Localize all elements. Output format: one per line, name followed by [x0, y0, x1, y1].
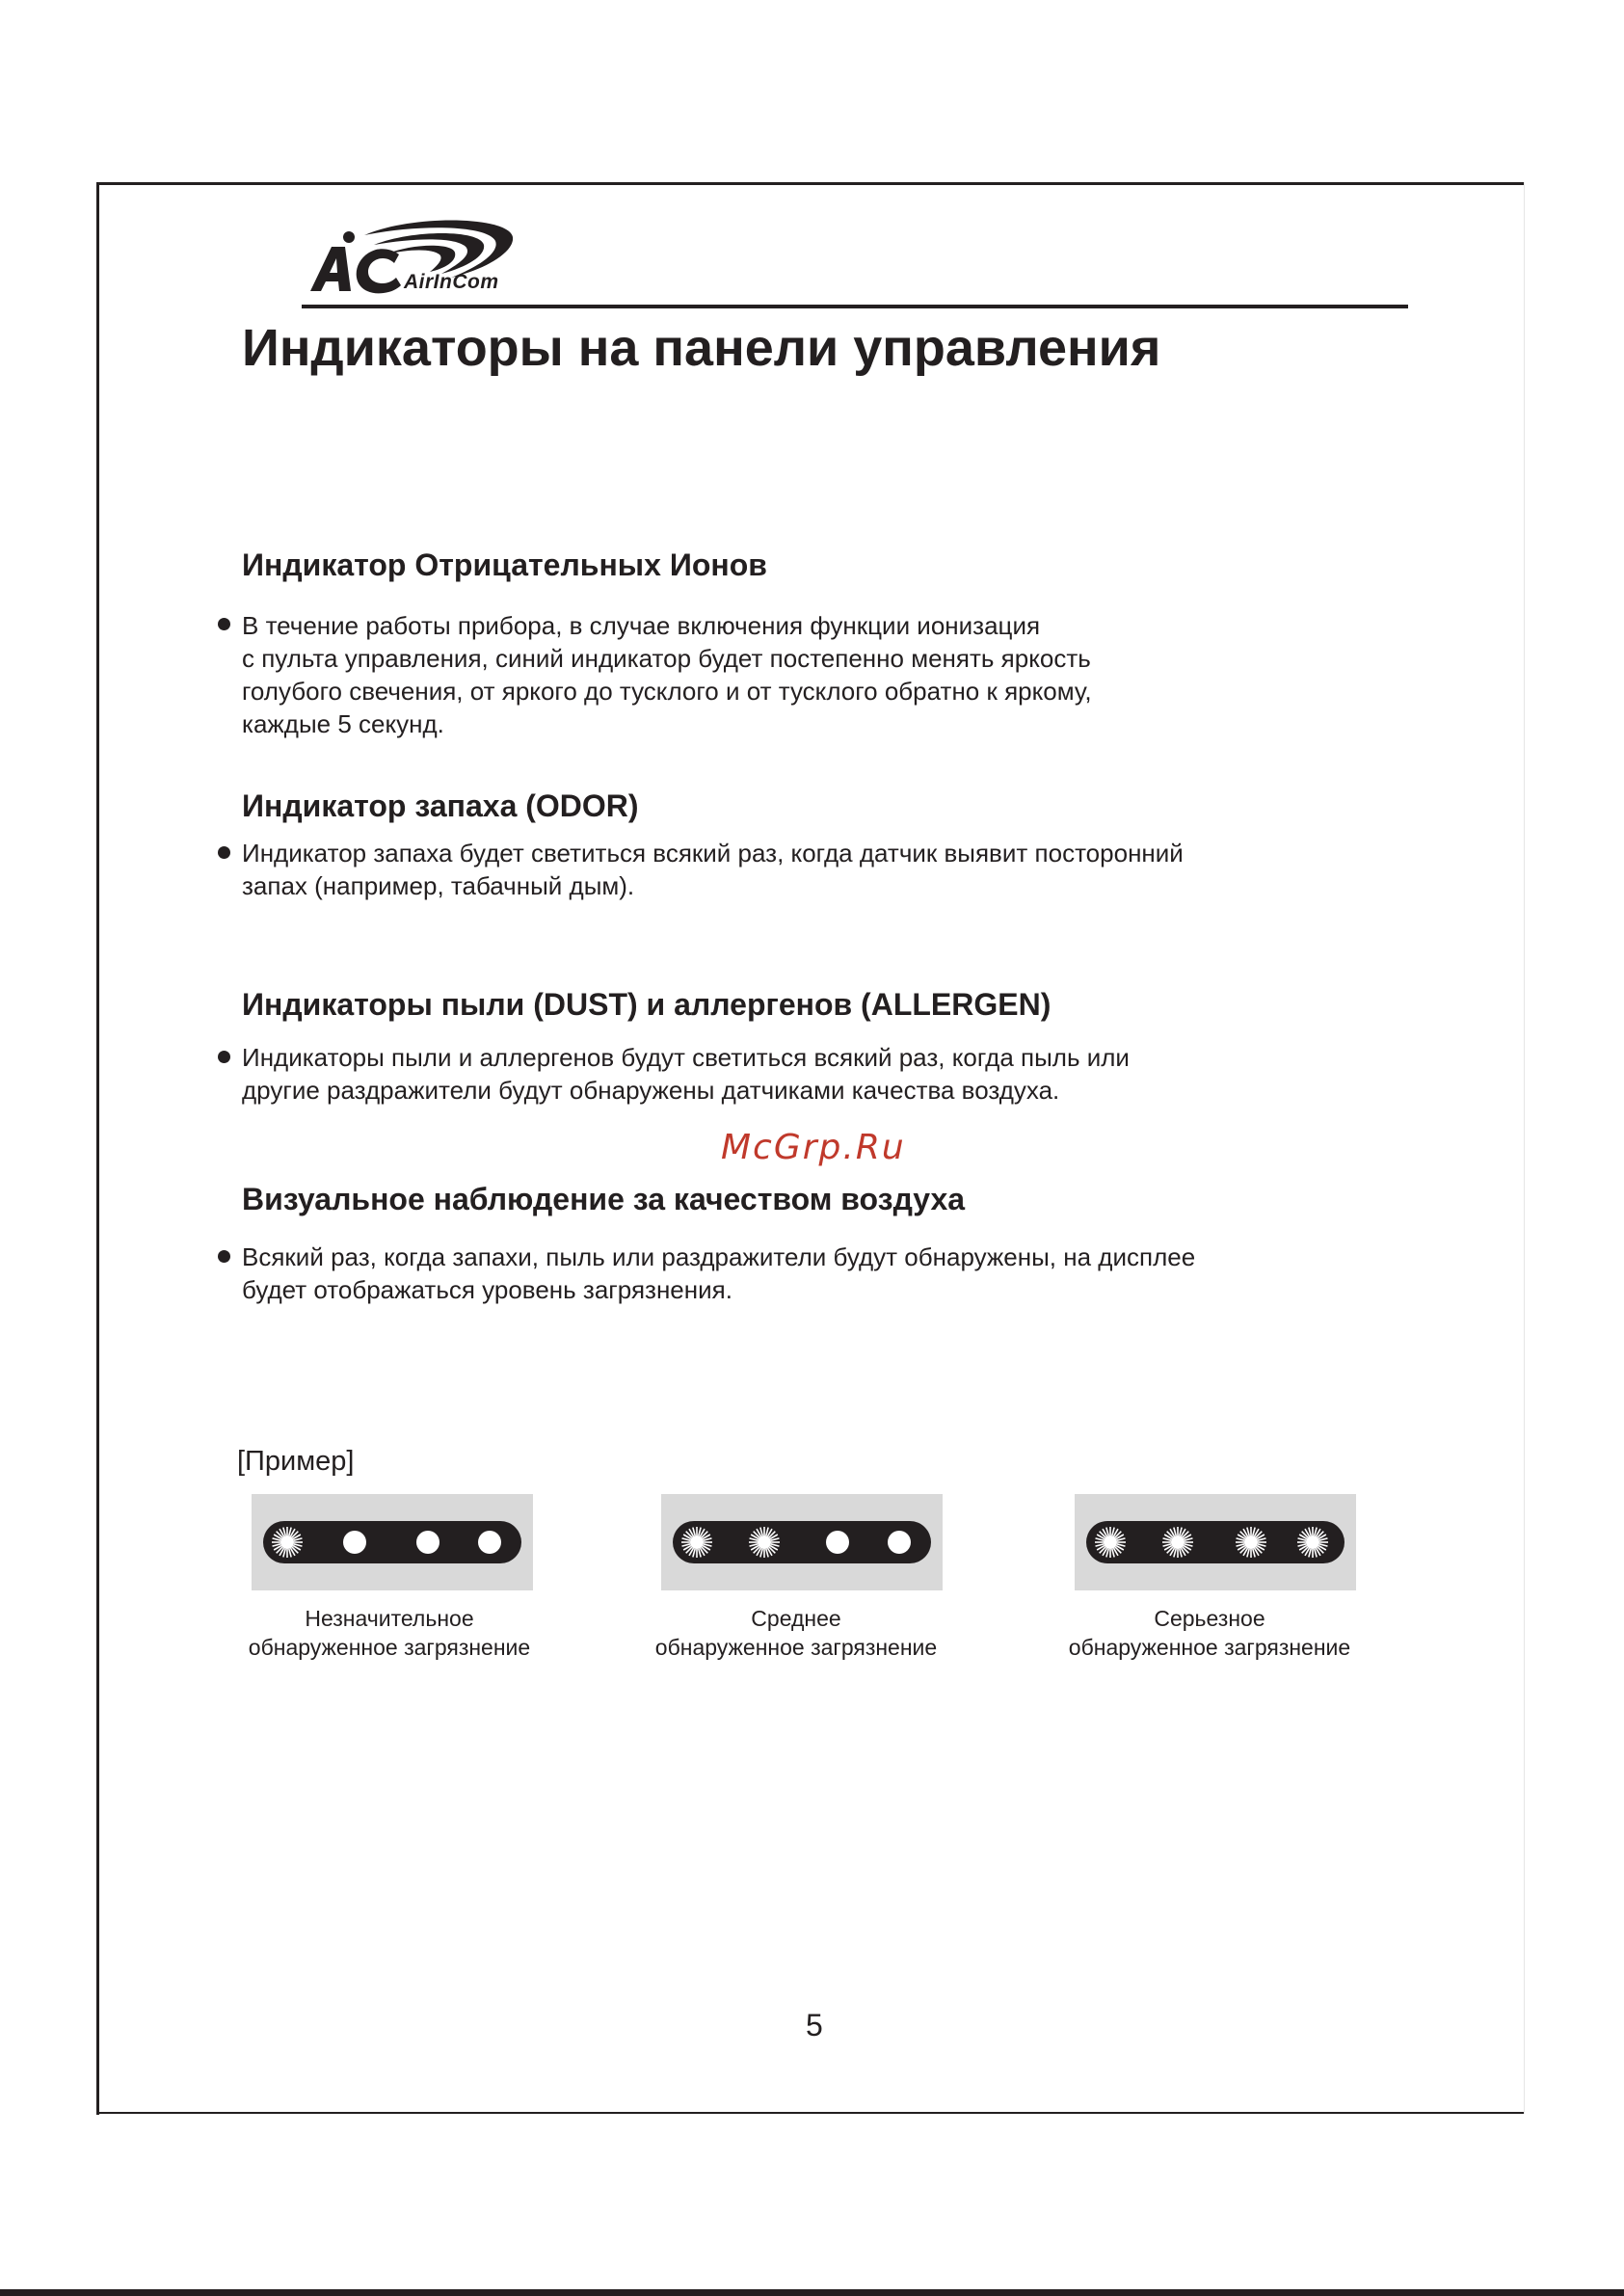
logo-wordmark: AirInCom: [404, 271, 499, 293]
indicator-example-high: [1075, 1494, 1356, 1590]
page-frame-top: [96, 182, 1525, 185]
caption-line: Серьезное: [1154, 1606, 1265, 1631]
indicator-led-lit: [1162, 1527, 1193, 1558]
caption-medium: [623, 1604, 970, 1662]
text-line: Индикаторы пыли и аллергенов будут светиться всякий раз, когда пыль или: [242, 1043, 1130, 1072]
text-line: с пульта управления, синий индикатор будет постепенно менять яркость: [242, 644, 1091, 673]
page-frame-left-lower: [96, 1151, 99, 2115]
text-line: каждые 5 секунд.: [242, 709, 444, 738]
text-line: другие раздражители будут обнаружены датчиками качества воздуха.: [242, 1076, 1060, 1105]
section-text-dust-allergen: [242, 1041, 1130, 1107]
indicator-led-lit: [749, 1527, 780, 1558]
text-line: голубого свечения, от яркого до тусклого и от тусклого обратно к яркому,: [242, 677, 1092, 706]
indicator-led-lit: [1236, 1527, 1266, 1558]
indicator-led-lit: [1297, 1527, 1328, 1558]
indicator-bar: [252, 1494, 533, 1590]
indicator-led-off: [888, 1531, 911, 1554]
page-title: Индикаторы на панели управления: [242, 319, 1161, 377]
text-line: запах (например, табачный дым).: [242, 871, 635, 900]
bullet-icon: [218, 618, 230, 630]
header-rule: [302, 305, 1408, 308]
indicator-bar: [661, 1494, 943, 1590]
caption-high: [1036, 1604, 1383, 1662]
caption-line: Незначительное: [305, 1606, 474, 1631]
text-line: Всякий раз, когда запахи, пыль или раздражители будут обнаружены, на дисплее: [242, 1242, 1196, 1271]
text-line: В течение работы прибора, в случае включения функции ионизация: [242, 611, 1041, 640]
section-heading-ions: Индикатор Отрицательных Ионов: [242, 547, 767, 582]
indicator-led-off: [343, 1531, 366, 1554]
indicator-led-off: [826, 1531, 849, 1554]
page-frame-right: [1524, 182, 1525, 2114]
text-line: будет отображаться уровень загрязнения.: [242, 1275, 732, 1304]
section-heading-air-quality: Визуальное наблюдение за качеством воздуха: [242, 1182, 966, 1216]
caption-line: обнаруженное загрязнение: [248, 1635, 531, 1660]
indicator-example-medium: [661, 1494, 943, 1590]
indicator-led-lit: [272, 1527, 303, 1558]
section-text-air-quality: [242, 1241, 1195, 1306]
page-number: 5: [806, 2008, 823, 2042]
indicator-led-lit: [1095, 1527, 1126, 1558]
indicator-led-off: [416, 1531, 439, 1554]
section-text-odor: [242, 837, 1184, 902]
page-frame-bottom: [96, 2112, 1525, 2114]
watermark-text: McGrp.Ru: [721, 1128, 906, 1167]
example-label: [Пример]: [237, 1446, 355, 1477]
page-frame-left: [96, 182, 99, 1151]
caption-low: [216, 1604, 563, 1662]
page-bottom-strip: [0, 2289, 1624, 2296]
section-text-ions: [242, 609, 1092, 740]
text-line: Индикатор запаха будет светиться всякий раз, когда датчик выявит посторонний: [242, 839, 1184, 868]
indicator-led-lit: [681, 1527, 712, 1558]
section-heading-odor: Индикатор запаха (ODOR): [242, 788, 639, 823]
bullet-icon: [218, 846, 230, 859]
indicator-bar: [1075, 1494, 1356, 1590]
bullet-icon: [218, 1250, 230, 1263]
caption-line: Среднее: [751, 1606, 841, 1631]
indicator-example-low: [252, 1494, 533, 1590]
caption-line: обнаруженное загрязнение: [1068, 1635, 1351, 1660]
indicator-led-off: [478, 1531, 501, 1554]
bullet-icon: [218, 1051, 230, 1063]
section-heading-dust-allergen: Индикаторы пыли (DUST) и аллергенов (ALLERGEN): [242, 987, 1052, 1022]
caption-line: обнаруженное загрязнение: [654, 1635, 938, 1660]
